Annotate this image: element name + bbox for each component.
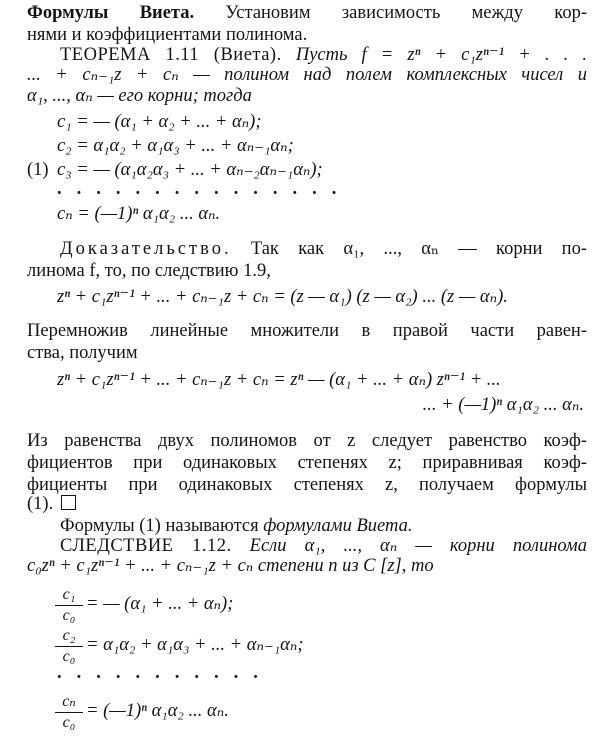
theorem-line-2: ... + cₙ₋₁z + cₙ — полином над полем комплексных чисел и xyxy=(27,65,587,85)
section-heading-line-2: нями и коэффициентами полинома. xyxy=(27,25,308,45)
corollary-formula-n: = (—1)ⁿ α₁α₂ ... αₙ. xyxy=(86,701,229,721)
corollary-line-2: c₀zⁿ + c₁zⁿ⁻¹ + ... + cₙ₋₁z + cₙ степени n из C [z], то xyxy=(27,556,434,576)
theorem-line-3: α₁, ..., αₙ — его корни; тогда xyxy=(27,86,252,106)
theorem-label: ТЕОРЕМА 1.11 (Виета). xyxy=(60,45,282,65)
fraction-denominator: c₀ xyxy=(62,607,76,624)
proof-equation-2a: zⁿ + c₁zⁿ⁻¹ + ... + cₙ₋₁z + cₙ = zⁿ — (α₁ + ... + αₙ) zⁿ⁻¹ + ... xyxy=(57,370,501,390)
formula-c1: c₁ = — (α₁ + α₂ + ... + αₙ); xyxy=(57,112,262,132)
proof-line-1 xyxy=(60,240,587,259)
corollary-label: СЛЕДСТВИЕ 1.12. xyxy=(60,536,232,556)
corollary-formula-1: = — (α₁ + ... + αₙ); xyxy=(86,594,234,614)
fraction-denominator: c₀ xyxy=(62,648,76,665)
formula-c2: c₂ = α₁α₂ + α₁α₃ + ... + αₙ₋₁αₙ; xyxy=(57,136,294,156)
proof-line-2: линома f, то, по следствию 1.9, xyxy=(27,261,271,281)
proof-line-5: Из равенства двух полиномов от z следует равенство коэф- xyxy=(27,431,587,451)
section-heading-line-1 xyxy=(27,4,587,23)
proof-equation-1: zⁿ + c₁zⁿ⁻¹ + ... + cₙ₋₁z + cₙ = (z — α₁) (z — α₂) ... (z — αₙ). xyxy=(57,287,508,307)
proof-line-8 xyxy=(27,495,76,514)
proof-line-4: ства, получим xyxy=(27,343,138,363)
vieta-named-text: Формулы (1) называются xyxy=(60,516,259,536)
corollary-ellipsis: ........... xyxy=(57,663,273,683)
formula-c3: c₃ = — (α₁α₂α₃ + ... + αₙ₋₂αₙ₋₁αₙ); xyxy=(57,160,323,180)
fraction-cn-c0 xyxy=(55,694,83,731)
equation-number: (1) xyxy=(27,160,49,180)
proof-line-7: фициенты при одинаковых степенях z, получаем формулы xyxy=(27,475,587,495)
theorem-statement-start: Пусть f = zⁿ + c₁zⁿ⁻¹ + . . . xyxy=(295,45,587,65)
fraction-numerator: cₙ xyxy=(55,694,83,713)
formula-cn: cₙ = (—1)ⁿ α₁α₂ ... αₙ. xyxy=(57,204,221,224)
vieta-named-italic: формулами Виета. xyxy=(263,516,413,536)
proof-line-3: Перемножив линейные множители в правой части равен- xyxy=(27,321,587,341)
corollary-statement-start: Если α₁, ..., αₙ — корни полинома xyxy=(249,536,587,556)
fraction-c1-c0 xyxy=(55,587,83,624)
formula-ellipsis: ............... xyxy=(57,179,352,199)
fraction-numerator: c₂ xyxy=(55,628,83,647)
proof-equation-2b: ... + (—1)ⁿ α₁α₂ ... αₙ. xyxy=(422,395,584,415)
corollary-line-1 xyxy=(60,537,587,556)
proof-label: Доказательство. xyxy=(60,239,232,259)
fraction-numerator: c₁ xyxy=(55,587,83,606)
proof-end-text: (1). xyxy=(27,494,54,514)
proof-line-6: фициентов при одинаковых степенях z; приравнивая коэф- xyxy=(27,453,587,473)
vieta-named-line xyxy=(60,517,412,536)
section-title: Формулы Виета. xyxy=(27,3,195,23)
proof-text-start: Так как α₁, ..., αₙ — корни по- xyxy=(250,239,587,259)
qed-square-icon xyxy=(61,495,76,510)
fraction-denominator: c₀ xyxy=(62,714,76,731)
fraction-c2-c0 xyxy=(55,628,83,665)
theorem-line-1 xyxy=(60,46,587,65)
corollary-formula-2: = α₁α₂ + α₁α₃ + ... + αₙ₋₁αₙ; xyxy=(86,635,304,655)
section-intro: Установим зависимость между кор- xyxy=(225,3,587,23)
